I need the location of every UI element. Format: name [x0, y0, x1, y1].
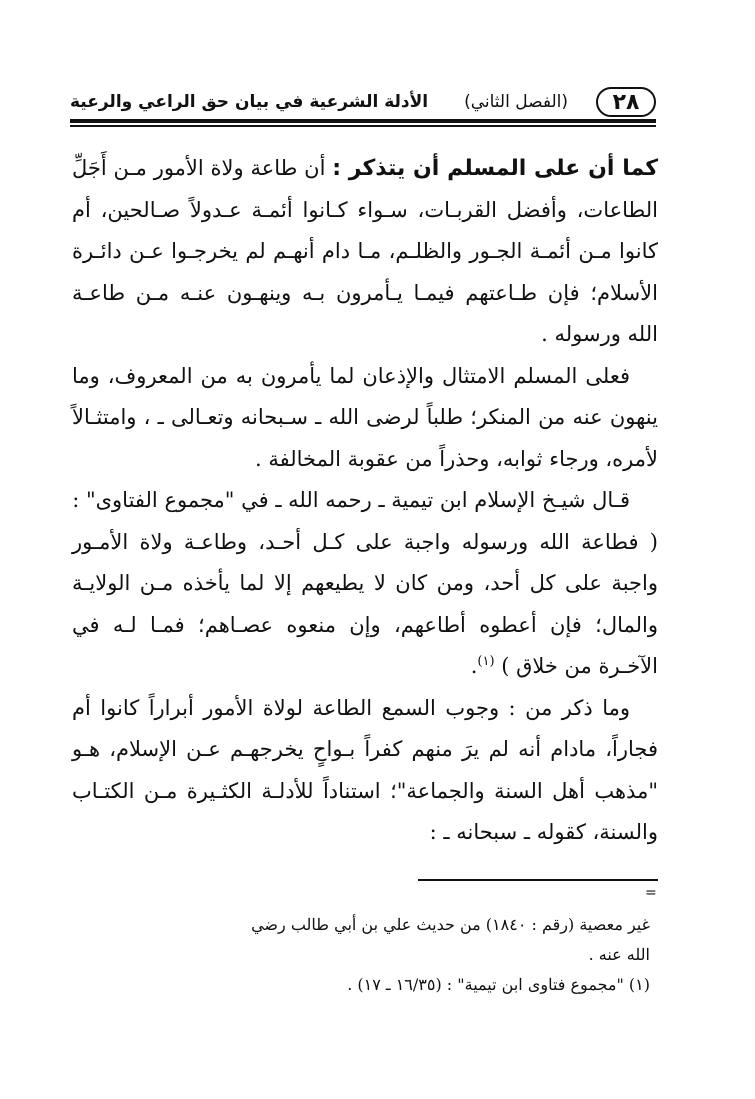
header-rule-thick — [70, 119, 656, 123]
footnote-continuation-marker: = — [645, 885, 657, 901]
paragraph-1-lead: كما أن على المسلم أن يتذكر : — [332, 156, 658, 181]
footnote-separator — [418, 879, 658, 881]
chapter-label: (الفصل الثاني) — [464, 92, 568, 112]
paragraph-1-text: أن طاعة ولاة الأمور مـن أَجَلِّ الطاعات، وأفضل القربـات، سـواء كـانوا أئمـة عـدولاً صـالحين، أم كانوا مـن أئمـة الجـور والظلـم، مـا دام أنهـم لم يخرجـوا عـن دائـرة الأسلام؛ فإن طـاعتهم فيمـا يـأمرون بـه وينهـون عنـه مـن طاعـة الله ورسوله . — [72, 156, 658, 346]
quotation — [72, 522, 658, 688]
footnote-line-1: غير معصية (رقم : ١٨٤٠) من حديث علي بن أبي طالب رضي الله عنه . — [251, 915, 650, 964]
footnotes — [240, 910, 650, 1000]
footnote-reference: (١) — [477, 654, 495, 669]
footnote-line-2: (١) "مجموع فتاوى ابن تيمية" : (١٦/٣٥ ـ ١٧) . — [347, 975, 650, 994]
header-rule-thin — [70, 125, 656, 127]
page-header — [70, 84, 656, 120]
paragraph-1 — [72, 148, 658, 356]
paragraph-3: قـال شيـخ الإسلام ابن تيمية ـ رحمه الله ـ في "مجموع الفتاوى" : — [72, 488, 630, 512]
quotation-end: . — [470, 654, 478, 678]
book-title: الأدلة الشرعية في بيان حق الراعي والرعية — [70, 92, 429, 112]
paragraph-5: وما ذكر من : وجوب السمع الطاعة لولاة الأمور أبراراً كانوا أم فجاراً، مادام أنه لم يرَ منهم كفراً بـواحٍ يخرجهـم عـن الإسلام، هـو "مذهب أهل السنة والجماعة"؛ استناداً للأدلـة الكثـيرة مـن الكتـاب والسنة، كقوله ـ سبحانه ـ : — [72, 695, 658, 844]
quotation-text: ( فطاعة الله ورسوله واجبة على كـل أحـد، وطاعـة ولاة الأمـور واجبة على كل أحد، ومن كان لا يطيعهم إلا لما يأخذه مـن الولايـة والمال؛ فإن أعطوه أطاعهم، وإن منعوه عصـاهم؛ فمـا لـه في الآخـرة من خلاق ) — [72, 529, 658, 678]
page-body — [72, 148, 658, 854]
page-number-badge: ٢٨ — [596, 87, 656, 117]
paragraph-2: فعلى المسلم الامتثال والإذعان لما يأمرون به من المعروف، وما ينهون عنه من المنكر؛ طلباً لرضى الله ـ سـبحانه وتعـالى ـ ، وامتثـالاً لأمره، ورجاء ثوابه، وحذراً من عقوبة المخالفة . — [72, 363, 658, 471]
